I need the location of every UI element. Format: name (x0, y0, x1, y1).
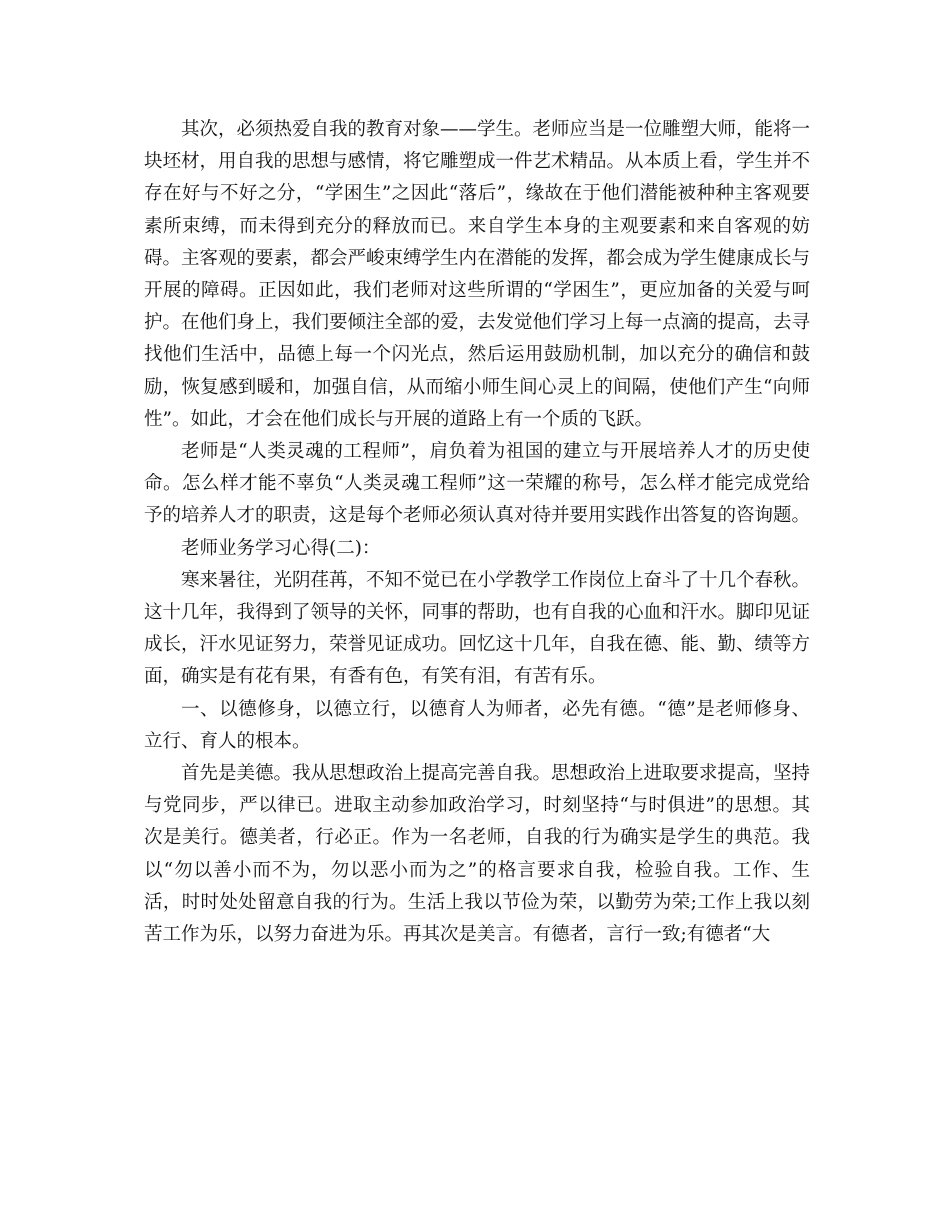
paragraph-virtue-details: 首先是美德。我从思想政治上提高完善自我。思想政治上进取要求提高，坚持与党同步，严以律已。进取主动参加政治学习，时刻坚持“与时俱进”的思想。其次是美行。德美者，行必正。作为一名老师，自我的行为确实是学生的典范。我以“勿以善小而不为，勿以恶小而为之”的格言要求自我，检验自我。工作、生活，时时处处留意自我的行为。生活上我以节俭为荣，以勤劳为荣;工作上我以刻苦工作为乐，以努力奋进为乐。再其次是美言。有德者，言行一致;有德者“大 (144, 763, 811, 946)
paragraph-years-of-teaching: 寒来暑往，光阴荏苒，不知不觉已在小学教学工作岗位上奋斗了十几个春秋。这十几年，我得到了领导的关怀，同事的帮助，也有自我的心血和汗水。脚印见证成长，汗水见证努力，荣誉见证成功。回忆这十几年，自我在德、能、勤、绩等方面，确实是有花有果，有香有色，有笑有泪，有苦有乐。 (144, 569, 811, 688)
paragraph-soul-engineer: 老师是“人类灵魂的工程师”，肩负着为祖国的建立与开展培养人才的历史使命。怎么样才能不辜负“人类灵魂工程师”这一荣耀的称号，怎么样才能完成党给予的培养人才的职责，这是每个老师必须认真对待并要用实践作出答复的咨询题。 (144, 441, 811, 527)
document-body (144, 114, 810, 951)
paragraph-virtue-heading: 一、以德修身，以德立行，以德育人为师者，必先有德。“德”是老师修身、立行、育人的根本。 (144, 698, 810, 752)
paragraph-care-for-students: 其次，必须热爱自我的教育对象——学生。老师应当是一位雕塑大师，能将一块坯材，用自我的思想与感情，将它雕塑成一件艺术精品。从本质上看，学生并不存在好与不好之分，“学困生”之因此“落后”，缘故在于他们潜能被种种主客观要素所束缚，而未得到充分的释放而已。来自学生本身的主观要素和来自客观的妨碍。主客观的要素，都会严峻束缚学生内在潜能的发挥，都会成为学生健康成长与开展的障碍。正因如此，我们老师对这些所谓的“学困生”，更应加备的关爱与呵护。在他们身上，我们要倾注全部的爱，去发觉他们学习上每一点滴的提高，去寻找他们生活中，品德上每一个闪光点，然后运用鼓励机制，加以充分的确信和鼓励，恢复感到暖和，加强自信，从而缩小师生间心灵上的间隔，使他们产生“向师性”。如此，才会在他们成长与开展的道路上有一个质的飞跃。 (144, 119, 811, 430)
section-heading-study-notes-2: 老师业务学习心得(二)： (181, 537, 381, 559)
